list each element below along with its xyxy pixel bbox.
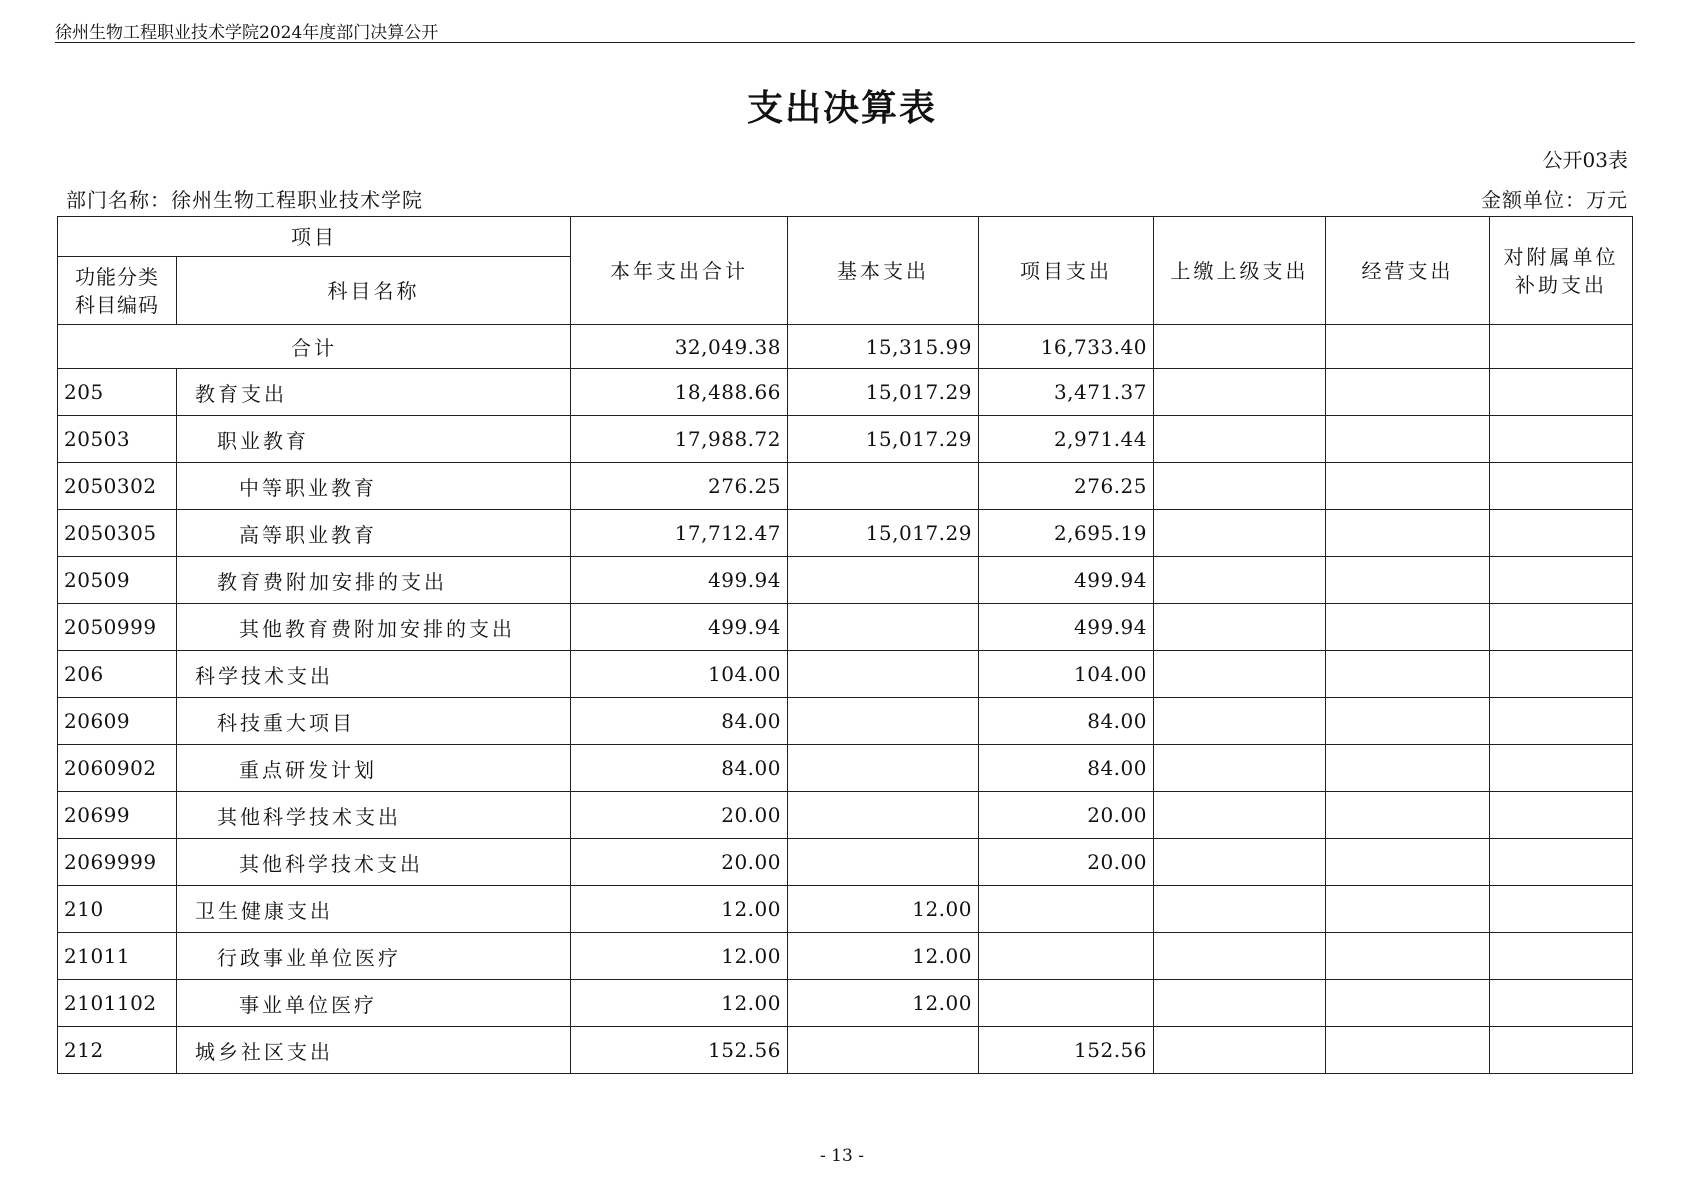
row-subsidy <box>1490 463 1633 510</box>
row-project: 84.00 <box>979 698 1154 745</box>
row-total: 12.00 <box>571 933 788 980</box>
row-subsidy <box>1490 933 1633 980</box>
row-code: 2050999 <box>58 604 177 651</box>
row-project: 20.00 <box>979 792 1154 839</box>
row-total: 17,988.72 <box>571 416 788 463</box>
row-subsidy <box>1490 651 1633 698</box>
row-upper <box>1154 980 1326 1027</box>
row-code: 2050305 <box>58 510 177 557</box>
header-business: 经营支出 <box>1326 217 1490 325</box>
row-basic <box>788 604 979 651</box>
row-business <box>1326 510 1490 557</box>
header-upper-remittance: 上缴上级支出 <box>1154 217 1326 325</box>
row-business <box>1326 886 1490 933</box>
row-total: 12.00 <box>571 980 788 1027</box>
table-row <box>58 745 1633 792</box>
row-subsidy <box>1490 604 1633 651</box>
row-code: 21011 <box>58 933 177 980</box>
row-upper <box>1154 933 1326 980</box>
row-basic <box>788 698 979 745</box>
row-subsidy <box>1490 698 1633 745</box>
row-subsidy <box>1490 557 1633 604</box>
row-basic <box>788 463 979 510</box>
row-total: 84.00 <box>571 698 788 745</box>
row-subject-name: 科学技术支出 <box>177 651 571 698</box>
department-name: 部门名称：徐州生物工程职业技术学院 <box>66 188 423 212</box>
row-total: 499.94 <box>571 604 788 651</box>
row-total: 499.94 <box>571 557 788 604</box>
row-project: 276.25 <box>979 463 1154 510</box>
row-business <box>1326 369 1490 416</box>
row-subject-name: 科技重大项目 <box>177 698 571 745</box>
row-subject-name: 城乡社区支出 <box>177 1027 571 1074</box>
row-business <box>1326 745 1490 792</box>
row-total: 152.56 <box>571 1027 788 1074</box>
row-project <box>979 980 1154 1027</box>
row-code: 20503 <box>58 416 177 463</box>
total-row <box>58 325 1633 369</box>
total-cell-subsidy <box>1490 325 1633 369</box>
row-code: 210 <box>58 886 177 933</box>
header-rule <box>55 42 1635 43</box>
row-upper <box>1154 651 1326 698</box>
row-basic: 12.00 <box>788 886 979 933</box>
row-total: 20.00 <box>571 839 788 886</box>
row-total: 104.00 <box>571 651 788 698</box>
table-row <box>58 698 1633 745</box>
row-basic: 15,017.29 <box>788 510 979 557</box>
row-upper <box>1154 698 1326 745</box>
form-number: 公开03表 <box>1542 148 1628 172</box>
row-upper <box>1154 463 1326 510</box>
row-code: 205 <box>58 369 177 416</box>
row-subsidy <box>1490 980 1633 1027</box>
row-subsidy <box>1490 510 1633 557</box>
header-project-expenditure: 项目支出 <box>979 217 1154 325</box>
row-code: 2069999 <box>58 839 177 886</box>
table-row <box>58 557 1633 604</box>
row-subsidy <box>1490 1027 1633 1074</box>
row-upper <box>1154 1027 1326 1074</box>
row-subject-name: 其他教育费附加安排的支出 <box>177 604 571 651</box>
header-basic: 基本支出 <box>788 217 979 325</box>
row-total: 18,488.66 <box>571 369 788 416</box>
header-project: 项目 <box>58 217 571 257</box>
row-upper <box>1154 745 1326 792</box>
row-subject-name: 重点研发计划 <box>177 745 571 792</box>
row-code: 2060902 <box>58 745 177 792</box>
total-cell-project: 16,733.40 <box>979 325 1154 369</box>
table-row <box>58 980 1633 1027</box>
header-total: 本年支出合计 <box>571 217 788 325</box>
row-business <box>1326 933 1490 980</box>
header-subject: 科目名称 <box>177 257 571 325</box>
row-total: 84.00 <box>571 745 788 792</box>
header-code: 功能分类 科目编码 <box>58 257 177 325</box>
row-code: 212 <box>58 1027 177 1074</box>
row-total: 12.00 <box>571 886 788 933</box>
row-project: 499.94 <box>979 557 1154 604</box>
row-basic <box>788 557 979 604</box>
row-upper <box>1154 792 1326 839</box>
row-business <box>1326 463 1490 510</box>
row-code: 2050302 <box>58 463 177 510</box>
row-total: 20.00 <box>571 792 788 839</box>
running-header: 徐州生物工程职业技术学院2024年度部门决算公开 <box>55 23 439 43</box>
row-project: 3,471.37 <box>979 369 1154 416</box>
row-project: 2,971.44 <box>979 416 1154 463</box>
table-row <box>58 604 1633 651</box>
row-project <box>979 933 1154 980</box>
table-row <box>58 886 1633 933</box>
row-business <box>1326 792 1490 839</box>
row-subject-name: 卫生健康支出 <box>177 886 571 933</box>
row-subsidy <box>1490 792 1633 839</box>
header-subsidy: 对附属单位 补助支出 <box>1490 217 1633 325</box>
table-row <box>58 839 1633 886</box>
row-project: 152.56 <box>979 1027 1154 1074</box>
row-subsidy <box>1490 745 1633 792</box>
row-subject-name: 其他科学技术支出 <box>177 839 571 886</box>
row-upper <box>1154 510 1326 557</box>
row-subject-name: 其他科学技术支出 <box>177 792 571 839</box>
row-basic <box>788 839 979 886</box>
row-upper <box>1154 369 1326 416</box>
document-title: 支出决算表 <box>746 88 937 129</box>
row-subsidy <box>1490 416 1633 463</box>
row-upper <box>1154 557 1326 604</box>
row-project: 499.94 <box>979 604 1154 651</box>
expenditure-table <box>57 216 1633 1074</box>
row-project: 84.00 <box>979 745 1154 792</box>
row-basic <box>788 651 979 698</box>
total-cell-business <box>1326 325 1490 369</box>
total-cell-upper <box>1154 325 1326 369</box>
row-basic <box>788 792 979 839</box>
row-total: 276.25 <box>571 463 788 510</box>
row-subsidy <box>1490 839 1633 886</box>
row-upper <box>1154 416 1326 463</box>
row-subject-name: 职业教育 <box>177 416 571 463</box>
row-business <box>1326 416 1490 463</box>
row-subject-name: 教育支出 <box>177 369 571 416</box>
row-basic: 12.00 <box>788 933 979 980</box>
row-upper <box>1154 604 1326 651</box>
row-code: 206 <box>58 651 177 698</box>
table-row <box>58 463 1633 510</box>
amount-unit: 金额单位：万元 <box>1481 188 1628 212</box>
row-project: 2,695.19 <box>979 510 1154 557</box>
row-total: 17,712.47 <box>571 510 788 557</box>
row-code: 2101102 <box>58 980 177 1027</box>
row-subsidy <box>1490 886 1633 933</box>
row-basic <box>788 745 979 792</box>
row-code: 20609 <box>58 698 177 745</box>
table-row <box>58 510 1633 557</box>
row-business <box>1326 1027 1490 1074</box>
row-basic: 15,017.29 <box>788 416 979 463</box>
row-basic: 12.00 <box>788 980 979 1027</box>
page-number: - 13 - <box>820 1146 864 1166</box>
total-cell-basic: 15,315.99 <box>788 325 979 369</box>
table-row <box>58 933 1633 980</box>
row-subject-name: 中等职业教育 <box>177 463 571 510</box>
table-row <box>58 1027 1633 1074</box>
table-row <box>58 651 1633 698</box>
row-business <box>1326 604 1490 651</box>
row-business <box>1326 698 1490 745</box>
table-row <box>58 416 1633 463</box>
row-subsidy <box>1490 369 1633 416</box>
total-cell-total: 32,049.38 <box>571 325 788 369</box>
total-label: 合计 <box>58 325 571 369</box>
row-subject-name: 事业单位医疗 <box>177 980 571 1027</box>
row-project <box>979 886 1154 933</box>
row-basic: 15,017.29 <box>788 369 979 416</box>
table-row <box>58 792 1633 839</box>
row-project: 20.00 <box>979 839 1154 886</box>
row-subject-name: 行政事业单位医疗 <box>177 933 571 980</box>
row-code: 20509 <box>58 557 177 604</box>
row-business <box>1326 651 1490 698</box>
row-code: 20699 <box>58 792 177 839</box>
row-upper <box>1154 886 1326 933</box>
row-business <box>1326 980 1490 1027</box>
row-subject-name: 高等职业教育 <box>177 510 571 557</box>
row-basic <box>788 1027 979 1074</box>
row-project: 104.00 <box>979 651 1154 698</box>
row-business <box>1326 839 1490 886</box>
row-business <box>1326 557 1490 604</box>
row-upper <box>1154 839 1326 886</box>
table-row <box>58 369 1633 416</box>
row-subject-name: 教育费附加安排的支出 <box>177 557 571 604</box>
